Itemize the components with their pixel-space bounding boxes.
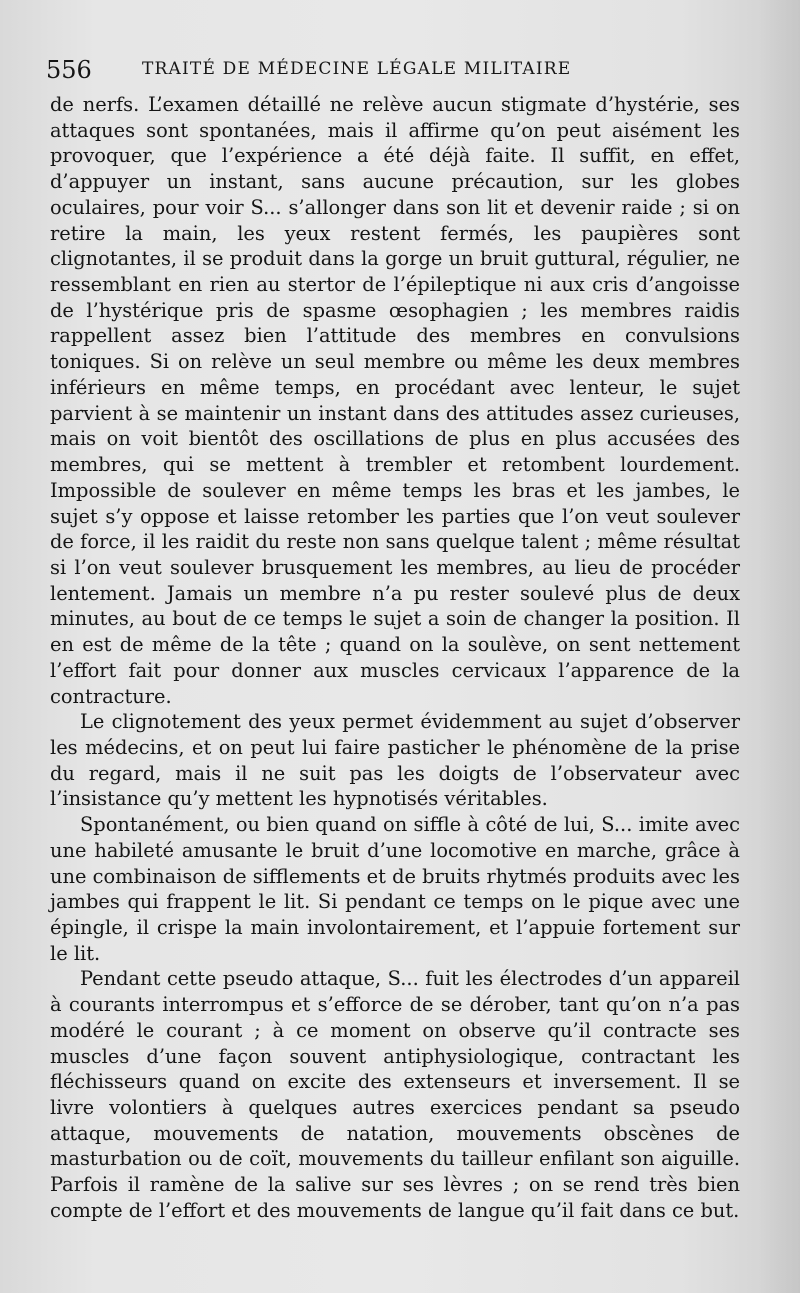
page-number: 556 bbox=[46, 56, 92, 84]
paragraph-clignotement: Le clignotement des yeux permet évidemment au sujet d’observer les médecins, et on peut lui faire pasticher le phénomène de la prise du regard, mais il ne suit pas les doigts de l’observateur avec l’insistance qu’y mettent les hypnotisés véritables. bbox=[50, 710, 740, 811]
paragraph-spontanement: Spontanément, ou bien quand on siffle à côté de lui, S... imite avec une habileté amusante le bruit d’une locomotive en marche, grâce à une combinaison de sifflements et de bruits rhytmés produits avec les jambes qui frappent le lit. Si pendant ce temps on le pique avec une épingle, il crispe la main involontairement, et l’appuie fortement sur le lit. bbox=[50, 813, 740, 965]
paragraph-continuation: de nerfs. L’examen détaillé ne relève aucun stigmate d’hystérie, ses attaques sont spontanées, mais il affirme qu’on peut aisément les provoquer, que l’expérience a été déjà faite. Il suffit, en effet, d’appuyer un instant, sans aucune précaution, sur les globes oculaires, pour voir S... s’allonger dans son lit et devenir raide ; si on retire la main, les yeux restent fermés, les paupières sont clignotantes, il se produit dans la gorge un bruit guttural, régulier, ne ressemblant en rien au stertor de l’épileptique ni aux cris d’angoisse de l’hystérique pris de spasme œsophagien ; les membres raidis rappellent assez bien l’attitude des membres en convulsions toniques. Si on relève un seul membre ou même les deux membres inférieurs en même temps, en procédant avec lenteur, le sujet parvient à se maintenir un instant dans des attitudes assez curieuses, mais on voit bientôt des oscillations de plus en plus accusées des membres, qui se mettent à trembler et retombent lourdement. Impossible de soulever en même temps les bras et les jambes, le sujet s’y oppose et laisse retomber les parties que l’on veut soulever de force, il les raidit du reste non sans quelque talent ; même résultat si l’on veut soulever brusquement les membres, au lieu de procéder lentement. Jamais un membre n’a pu rester soulevé plus de deux minutes, au bout de ce temps le sujet a soin de changer la position. Il en est de même de la tête ; quand on la soulève, on sent nettement l’effort fait pour donner aux muscles cervicaux l’apparence de la contracture. bbox=[50, 93, 740, 708]
paragraph-pseudo-attaque: Pendant cette pseudo attaque, S... fuit les électrodes d’un appareil à courants interrompus et s’efforce de se dérober, tant qu’on n’a pas modéré le courant ; à ce moment on observe qu’il contracte ses muscles d’une façon souvent antiphysiologique, contractant les fléchisseurs quand on excite des extenseurs et inversement. Il se livre volontiers à quelques autres exercices pendant sa pseudo attaque, mouvements de natation, mouvements obscènes de masturbation ou de coït, mouvements du tailleur enfilant son aiguille. Parfois il ramène de la salive sur ses lèvres ; on se rend très bien compte de l’effort et des mouvements de langue qu’il fait dans ce but. bbox=[50, 967, 740, 1222]
running-head bbox=[46, 56, 736, 88]
running-title: TRAITÉ DE MÉDECINE LÉGALE MILITAIRE bbox=[142, 59, 572, 79]
body-text bbox=[50, 92, 740, 1224]
